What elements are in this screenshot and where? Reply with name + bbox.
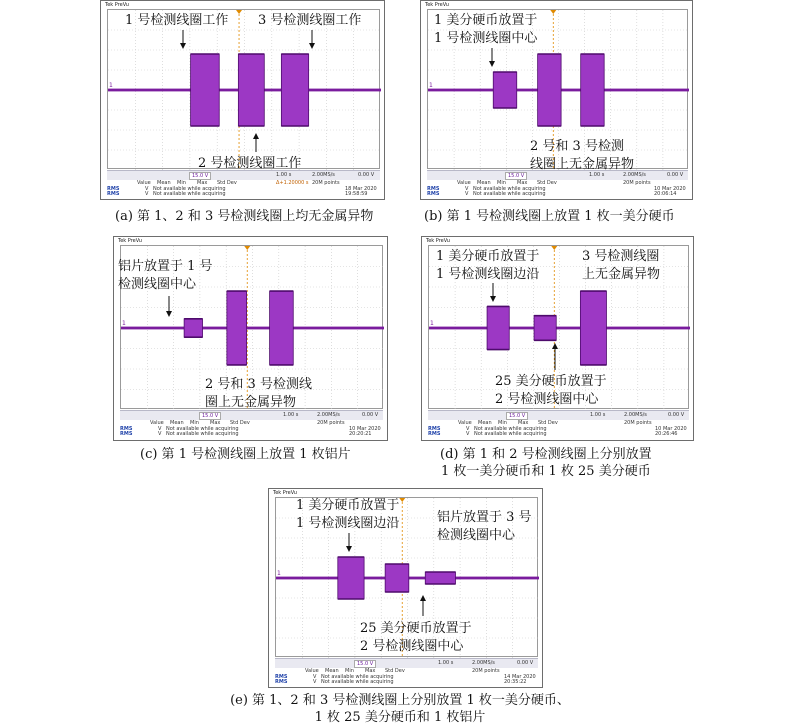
- trigger-level: 0.00 V: [362, 412, 379, 418]
- meas-status: Not available while acquiring: [166, 431, 239, 437]
- acq-time: 20:20:21: [349, 431, 372, 437]
- meas-status: Not available while acquiring: [321, 679, 394, 685]
- annotation-a-coil3: 3 号检测线圈工作: [258, 13, 362, 28]
- annotation-c-foil: 铝片放置于 1 号 检测线圈中心: [118, 259, 213, 292]
- meas-row-label: RMS: [428, 426, 441, 432]
- timebase: 1.00 s: [283, 412, 299, 418]
- meas-header: Mean: [157, 180, 171, 186]
- caption-c: (c) 第 1 号检测线圈上放置 1 枚铝片: [140, 447, 351, 462]
- timebase: 1.00 s: [438, 660, 454, 666]
- meas-header: Min: [498, 420, 507, 426]
- acq-time: 20:35:22: [504, 679, 527, 685]
- acq-date: 14 Mar 2020: [504, 674, 536, 680]
- record-length: 20M points: [312, 180, 340, 186]
- meas-status: Not available while acquiring: [153, 186, 226, 192]
- meas-header: Mean: [325, 668, 339, 674]
- meas-unit: V: [313, 679, 317, 685]
- meas-header: Value: [137, 180, 151, 186]
- channel-scale: 15.0 V: [505, 172, 527, 180]
- meas-unit: V: [466, 431, 470, 437]
- scope-brand: Tek PreVu: [425, 2, 449, 8]
- record-length: 20M points: [624, 420, 652, 426]
- meas-header: Std Dev: [385, 668, 405, 674]
- meas-status: Not available while acquiring: [474, 426, 547, 432]
- caption-d: (d) 第 1 和 2 号检测线圈上分别放置 1 枚一美分硬币和 1 枚 25 美分硬币: [440, 447, 652, 479]
- acq-time: 20:06:14: [654, 191, 677, 197]
- acq-date: 18 Mar 2020: [345, 186, 377, 192]
- scope-brand: Tek PreVu: [426, 238, 450, 244]
- annotation-e-coin1: 1 美分硬币放置于 1 号检测线圈边沿: [296, 498, 400, 531]
- meas-header: Value: [305, 668, 319, 674]
- record-length: 20M points: [472, 668, 500, 674]
- meas-unit: V: [158, 431, 162, 437]
- meas-row-label: RMS: [107, 186, 120, 192]
- cursor-delta: Δ+1.20000 s: [276, 180, 309, 186]
- meas-status: Not available while acquiring: [474, 431, 547, 437]
- meas-header: Max: [210, 420, 221, 426]
- acq-time: 20:26:46: [655, 431, 678, 437]
- meas-header: Value: [457, 180, 471, 186]
- meas-status: Not available while acquiring: [321, 674, 394, 680]
- sample-rate: 2.00MS/s: [472, 660, 495, 666]
- meas-header: Mean: [478, 420, 492, 426]
- meas-row-label: RMS: [427, 186, 440, 192]
- timebase: 1.00 s: [589, 172, 605, 178]
- meas-header: Std Dev: [538, 420, 558, 426]
- caption-e: (e) 第 1、2 和 3 号检测线圈上分别放置 1 枚一美分硬币、 1 枚 25 美分硬币和 1 枚铝片: [230, 693, 570, 725]
- annotation-d-coin25: 25 美分硬币放置于 2 号检测线圈中心: [495, 374, 607, 407]
- meas-header: Min: [497, 180, 506, 186]
- meas-header: Max: [197, 180, 208, 186]
- meas-header: Min: [177, 180, 186, 186]
- meas-header: Std Dev: [230, 420, 250, 426]
- trigger-level: 0.00 V: [358, 172, 375, 178]
- meas-row-label: RMS: [275, 679, 288, 685]
- timebase: 1.00 s: [590, 412, 606, 418]
- record-length: 20M points: [317, 420, 345, 426]
- timebase: 1.00 s: [276, 172, 292, 178]
- channel-marker: 1: [429, 82, 433, 89]
- channel-scale: 15.0 V: [199, 412, 221, 420]
- channel-marker: 1: [430, 320, 434, 327]
- sample-rate: 2.00MS/s: [312, 172, 335, 178]
- meas-header: Max: [518, 420, 529, 426]
- caption-a: (a) 第 1、2 和 3 号检测线圈上均无金属异物: [115, 209, 374, 224]
- sample-rate: 2.00MS/s: [623, 172, 646, 178]
- record-length: 20M points: [623, 180, 651, 186]
- meas-status: Not available while acquiring: [166, 426, 239, 432]
- scope-brand: Tek PreVu: [118, 238, 142, 244]
- annotation-d-coin1: 1 美分硬币放置于 1 号检测线圈边沿: [436, 249, 540, 282]
- meas-row-label: RMS: [275, 674, 288, 680]
- meas-header: Std Dev: [217, 180, 237, 186]
- meas-unit: V: [466, 426, 470, 432]
- annotation-b-coin: 1 美分硬币放置于 1 号检测线圈中心: [434, 13, 538, 46]
- annotation-a-coil2: 2 号检测线圈工作: [198, 156, 302, 171]
- meas-row-label: RMS: [120, 431, 133, 437]
- meas-unit: V: [313, 674, 317, 680]
- channel-scale: 15.0 V: [189, 172, 211, 180]
- meas-header: Value: [150, 420, 164, 426]
- meas-row-label: RMS: [107, 191, 120, 197]
- channel-marker: 1: [122, 320, 126, 327]
- sample-rate: 2.00MS/s: [624, 412, 647, 418]
- channel-scale: 15.0 V: [354, 660, 376, 668]
- meas-row-label: RMS: [427, 191, 440, 197]
- meas-row-label: RMS: [120, 426, 133, 432]
- meas-header: Value: [458, 420, 472, 426]
- annotation-d-clear: 3 号检测线圈 上无金属异物: [582, 249, 661, 282]
- annotation-b-clear: 2 号和 3 号检测 线圈上无金属异物: [530, 139, 635, 172]
- scope-brand: Tek PreVu: [273, 490, 297, 496]
- meas-status: Not available while acquiring: [473, 186, 546, 192]
- meas-row-label: RMS: [428, 431, 441, 437]
- meas-header: Min: [190, 420, 199, 426]
- channel-marker: 1: [109, 82, 113, 89]
- acq-time: 19:58:59: [345, 191, 368, 197]
- channel-marker: 1: [277, 570, 281, 577]
- meas-header: Max: [365, 668, 376, 674]
- annotation-c-clear: 2 号和 3 号检测线 圈上无金属异物: [205, 377, 312, 410]
- sample-rate: 2.00MS/s: [317, 412, 340, 418]
- meas-unit: V: [145, 191, 149, 197]
- trigger-level: 0.00 V: [517, 660, 534, 666]
- meas-status: Not available while acquiring: [473, 191, 546, 197]
- meas-header: Mean: [170, 420, 184, 426]
- annotation-a-coil1: 1 号检测线圈工作: [125, 13, 229, 28]
- meas-unit: V: [465, 191, 469, 197]
- caption-b: (b) 第 1 号检测线圈上放置 1 枚一美分硬币: [424, 209, 675, 224]
- meas-header: Max: [517, 180, 528, 186]
- trigger-level: 0.00 V: [667, 172, 684, 178]
- annotation-e-foil: 铝片放置于 3 号 检测线圈中心: [437, 510, 532, 543]
- meas-unit: V: [465, 186, 469, 192]
- trigger-level: 0.00 V: [668, 412, 685, 418]
- annotation-e-coin25: 25 美分硬币放置于 2 号检测线圈中心: [360, 621, 472, 654]
- meas-unit: V: [158, 426, 162, 432]
- scope-brand: Tek PreVu: [105, 2, 129, 8]
- meas-status: Not available while acquiring: [153, 191, 226, 197]
- acq-date: 10 Mar 2020: [349, 426, 381, 432]
- channel-scale: 15.0 V: [506, 412, 528, 420]
- meas-header: Min: [345, 668, 354, 674]
- meas-header: Mean: [477, 180, 491, 186]
- meas-header: Std Dev: [537, 180, 557, 186]
- acq-date: 10 Mar 2020: [654, 186, 686, 192]
- meas-unit: V: [145, 186, 149, 192]
- acq-date: 10 Mar 2020: [655, 426, 687, 432]
